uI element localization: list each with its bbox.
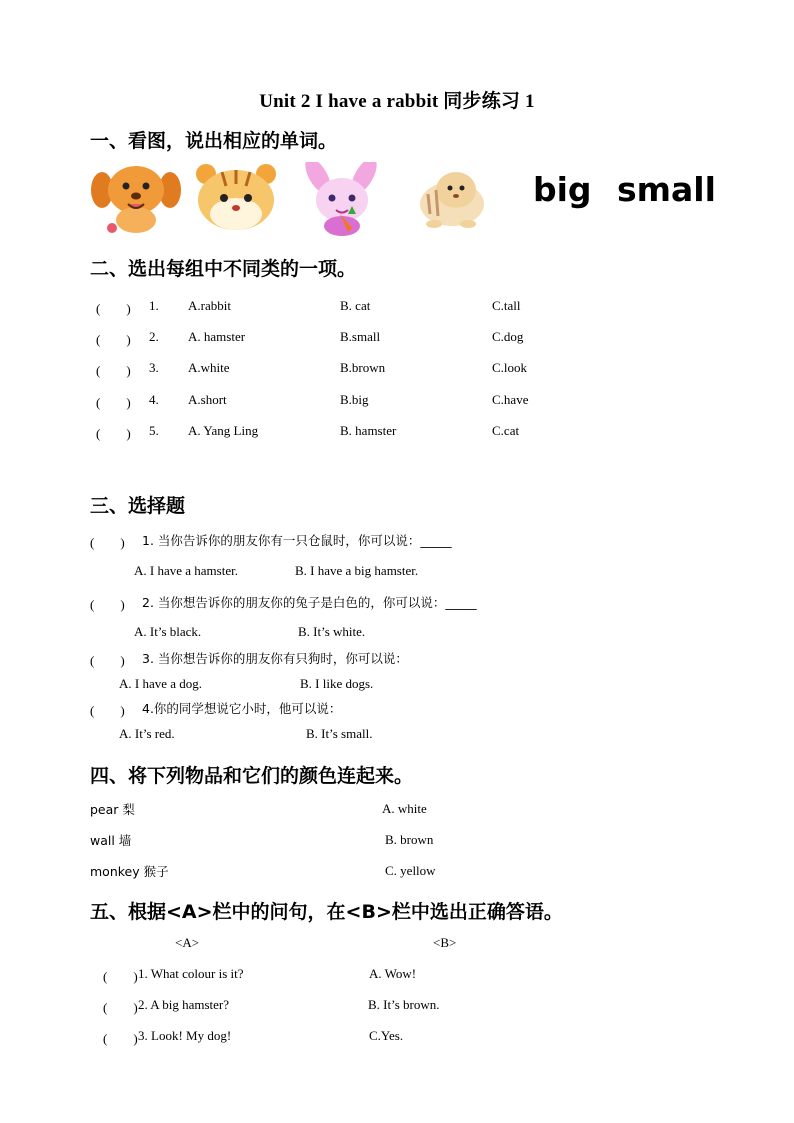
option-a: A. Yang Ling bbox=[188, 423, 259, 438]
answer-bracket[interactable]: ( ) bbox=[90, 703, 125, 718]
answer-bracket[interactable]: ( ) bbox=[96, 363, 131, 378]
question-number: 5. bbox=[149, 423, 159, 438]
answer-bracket[interactable]: ( ) bbox=[90, 653, 125, 668]
answer-bracket[interactable]: ( ) bbox=[103, 1031, 138, 1046]
section-5-heading: 五、根据<A>栏中的问句，在<B>栏中选出正确答语。 bbox=[90, 901, 563, 923]
item-pear: pear 梨 bbox=[90, 802, 135, 817]
option-b: B. I have a big hamster. bbox=[295, 563, 419, 578]
option-a: A. It’s black. bbox=[134, 624, 202, 639]
question-number: 3. bbox=[149, 360, 159, 375]
color-white: A. white bbox=[382, 801, 427, 816]
question-text: 3. Look! My dog! bbox=[138, 1028, 232, 1043]
question-number: 1. bbox=[149, 298, 159, 313]
answer-text: C.Yes. bbox=[369, 1028, 404, 1043]
answer-bracket[interactable]: ( ) bbox=[96, 301, 131, 316]
answer-bracket[interactable]: ( ) bbox=[96, 332, 131, 347]
hamster-icon bbox=[192, 162, 280, 234]
option-b: B. hamster bbox=[340, 423, 397, 438]
option-a: A. hamster bbox=[188, 329, 246, 344]
item-monkey: monkey 猴子 bbox=[90, 864, 169, 879]
page-title: Unit 2 I have a rabbit 同步练习 1 bbox=[259, 91, 535, 112]
question-text: 4.你的同学想说它小时，他可以说： bbox=[142, 701, 342, 716]
color-brown: B. brown bbox=[385, 832, 434, 847]
section-3-heading: 三、选择题 bbox=[90, 495, 186, 517]
answer-bracket[interactable]: ( ) bbox=[96, 395, 131, 410]
section-2-heading: 二、选出每组中不同类的一项。 bbox=[90, 258, 357, 280]
option-b: B.small bbox=[340, 329, 381, 344]
question-text: 2. A big hamster? bbox=[138, 997, 229, 1012]
rabbit-icon bbox=[296, 162, 388, 236]
answer-bracket[interactable]: ( ) bbox=[103, 969, 138, 984]
option-b: B. cat bbox=[340, 298, 371, 313]
option-b: B. I like dogs. bbox=[300, 676, 374, 691]
option-a: A. It’s red. bbox=[119, 726, 175, 741]
word-big: big bbox=[533, 170, 592, 209]
option-a: A. I have a hamster. bbox=[134, 563, 238, 578]
answer-bracket[interactable]: ( ) bbox=[90, 535, 125, 550]
option-b: B. It’s small. bbox=[306, 726, 373, 741]
word-small: small bbox=[617, 170, 716, 209]
answer-bracket[interactable]: ( ) bbox=[103, 1000, 138, 1015]
question-number: 4. bbox=[149, 392, 159, 407]
answer-text: A. Wow! bbox=[369, 966, 417, 981]
question-text: 1. What colour is it? bbox=[138, 966, 244, 981]
question-text: 3. 当你想告诉你的朋友你有只狗时，你可以说： bbox=[142, 651, 408, 666]
option-a: A.white bbox=[188, 360, 230, 375]
option-c: C.look bbox=[492, 360, 528, 375]
section-4-heading: 四、将下列物品和它们的颜色连起来。 bbox=[90, 765, 414, 787]
answer-bracket[interactable]: ( ) bbox=[96, 426, 131, 441]
option-c: C.have bbox=[492, 392, 529, 407]
question-text: 1. 当你告诉你的朋友你有一只仓鼠时，你可以说：_____ bbox=[142, 533, 452, 548]
option-c: C.cat bbox=[492, 423, 520, 438]
dog-icon bbox=[90, 162, 182, 234]
small-hamster-icon bbox=[412, 162, 488, 230]
option-a: A.short bbox=[188, 392, 227, 407]
option-b: B.big bbox=[340, 392, 369, 407]
option-a: A.rabbit bbox=[188, 298, 231, 313]
column-b-header: <B> bbox=[433, 935, 457, 950]
option-a: A. I have a dog. bbox=[119, 676, 203, 691]
option-b: B.brown bbox=[340, 360, 386, 375]
answer-bracket[interactable]: ( ) bbox=[90, 597, 125, 612]
answer-text: B. It’s brown. bbox=[368, 997, 440, 1012]
item-wall: wall 墙 bbox=[90, 833, 132, 848]
question-number: 2. bbox=[149, 329, 159, 344]
section-1-heading: 一、看图，说出相应的单词。 bbox=[90, 130, 338, 152]
column-a-header: <A> bbox=[175, 935, 200, 950]
option-c: C.tall bbox=[492, 298, 521, 313]
option-b: B. It’s white. bbox=[298, 624, 366, 639]
color-yellow: C. yellow bbox=[385, 863, 436, 878]
question-text: 2. 当你想告诉你的朋友你的兔子是白色的，你可以说：_____ bbox=[142, 595, 477, 610]
option-c: C.dog bbox=[492, 329, 524, 344]
